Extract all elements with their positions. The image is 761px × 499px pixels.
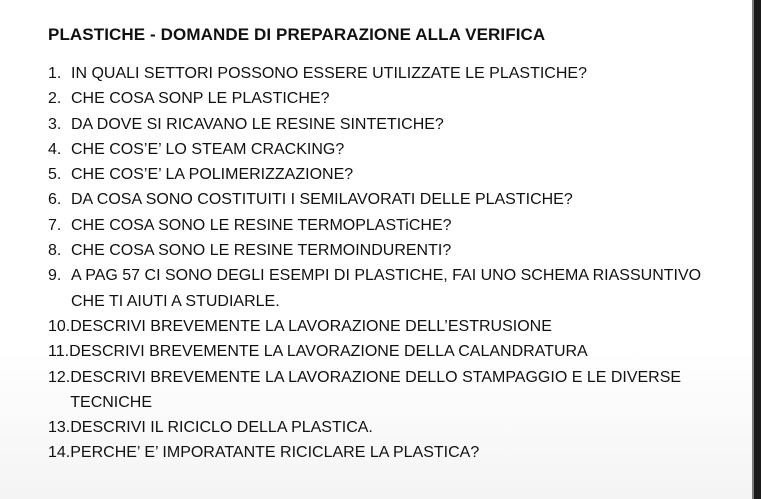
question-item-7 — [48, 213, 711, 238]
question-number: 11. — [48, 343, 70, 361]
document-title: PLASTICHE - DOMANDE DI PREPARAZIONE ALLA VERIFICA — [48, 25, 546, 44]
question-item-3 — [48, 112, 711, 137]
question-item-5 — [48, 162, 711, 187]
question-text: IN QUALI SETTORI POSSONO ESSERE UTILIZZATE LE PLASTICHE? — [71, 65, 587, 82]
question-number: 8. — [48, 242, 62, 260]
question-number: 13. — [48, 419, 71, 437]
question-item-10 — [48, 314, 711, 339]
question-number: 1. — [48, 65, 62, 82]
question-item-11 — [48, 339, 711, 364]
question-item-1 — [48, 61, 711, 86]
question-text: DA DOVE SI RICAVANO LE RESINE SINTETICHE? — [71, 115, 444, 133]
question-number: 4. — [48, 140, 62, 158]
window-edge — [752, 0, 761, 499]
question-text: DESCRIVI BREVEMENTE LA LAVORAZIONE DELL’ESTRUSIONE — [70, 317, 552, 335]
question-text: CHE COS’E’ LO STEAM CRACKING? — [71, 140, 345, 158]
question-item-8 — [48, 238, 711, 263]
question-text: DESCRIVI BREVEMENTE LA LAVORAZIONE DELLA CALANDRATURA — [69, 343, 588, 361]
question-number: 6. — [48, 191, 62, 209]
question-number: 12. — [48, 368, 71, 386]
question-item-2 — [48, 86, 711, 111]
question-text: CHE COSA SONO LE RESINE TERMOPLASTiCHE? — [71, 216, 452, 234]
question-number: 2. — [48, 90, 62, 108]
question-text: CHE COSA SONO LE RESINE TERMOINDURENTI? — [71, 242, 452, 260]
question-number: 10. — [48, 317, 71, 335]
question-number: 5. — [48, 166, 62, 184]
question-text: DA COSA SONO COSTITUITI I SEMILAVORATI DELLE PLASTICHE? — [71, 191, 573, 209]
question-item-9 — [48, 263, 711, 314]
question-text: CHE COS’E’ LA POLIMERIZZAZIONE? — [71, 166, 354, 184]
question-text: DESCRIVI BREVEMENTE LA LAVORAZIONE DELLO STAMPAGGIO E LE DIVERSE TECNICHE — [70, 368, 682, 411]
question-number: 3. — [48, 115, 62, 133]
question-text: PERCHE’ E’ IMPORATANTE RICICLARE LA PLASTICA? — [70, 444, 480, 462]
question-item-12 — [48, 365, 711, 416]
question-item-6 — [48, 187, 711, 212]
question-list — [48, 61, 711, 466]
question-number: 9. — [48, 267, 62, 285]
question-text: DESCRIVI IL RICICLO DELLA PLASTICA. — [70, 419, 373, 437]
question-item-14 — [48, 440, 711, 465]
question-item-4 — [48, 137, 711, 162]
question-number: 14. — [48, 444, 71, 462]
question-text: A PAG 57 CI SONO DEGLI ESEMPI DI PLASTICHE, FAI UNO SCHEMA RIASSUNTIVO CHE TI AIUTI A STUDIARLE. — [71, 267, 702, 310]
question-item-13 — [48, 415, 711, 440]
question-text: CHE COSA SONP LE PLASTICHE? — [71, 90, 330, 108]
question-number: 7. — [48, 216, 62, 234]
